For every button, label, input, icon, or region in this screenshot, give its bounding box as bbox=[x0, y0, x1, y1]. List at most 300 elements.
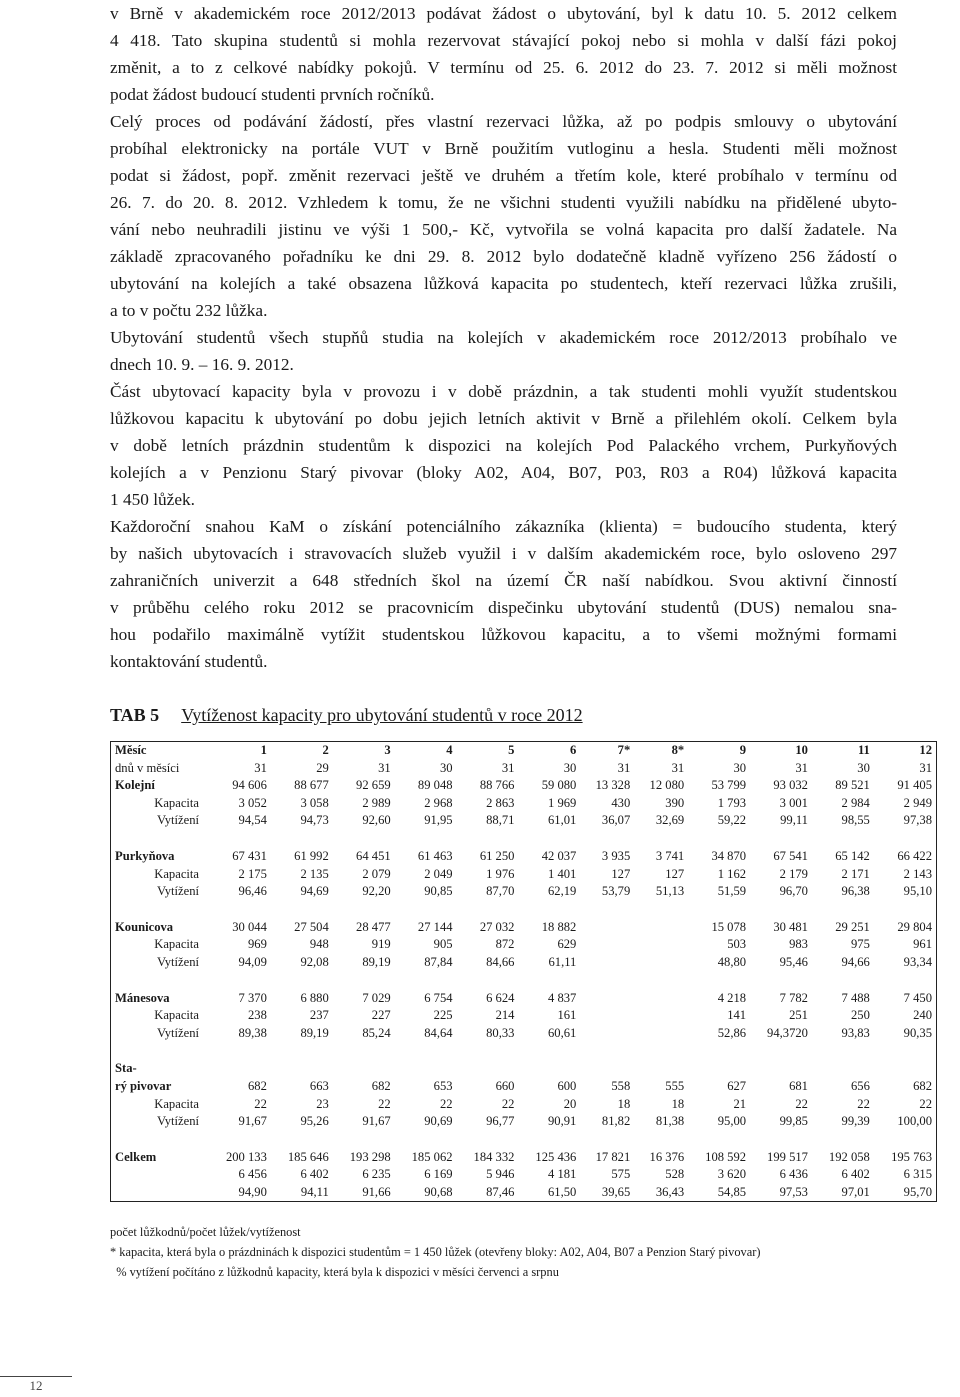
table-cell: 240 bbox=[913, 1008, 932, 1023]
table-heading bbox=[110, 703, 583, 727]
table-cell: 30 044 bbox=[232, 919, 267, 934]
table-cell: 29 804 bbox=[897, 919, 932, 934]
table-cell: 36,07 bbox=[601, 813, 631, 828]
spacer-cell bbox=[111, 1131, 937, 1149]
table-cell: 51,13 bbox=[655, 884, 685, 899]
table-cell: 682 bbox=[913, 1078, 932, 1093]
table-cell: 52,86 bbox=[717, 1025, 747, 1040]
table-cell: 1 162 bbox=[717, 866, 747, 881]
table-cell: 184 332 bbox=[473, 1149, 515, 1164]
table-row bbox=[111, 1078, 937, 1096]
row-label: Kapacita bbox=[154, 1008, 199, 1023]
text-line: Ubytování studentů všech stupňů studia na kolejích v akademickém roce 2012/2013 probíhalo ve bbox=[110, 328, 897, 347]
table-cell: 6 880 bbox=[300, 990, 329, 1005]
table-cell: 227 bbox=[371, 1008, 391, 1023]
table-cell: 6 235 bbox=[362, 1167, 391, 1182]
text-line: v Brně v akademickém roce 2012/2013 podávat žádost o ubytování, byl k datu 10. 5. 2012 celkem bbox=[110, 4, 897, 23]
table-cell: 32,69 bbox=[655, 813, 685, 828]
table-cell: 2 984 bbox=[841, 795, 870, 810]
table-cell: 53,79 bbox=[601, 884, 631, 899]
row-label: Kapacita bbox=[154, 937, 199, 952]
text-line: hou podařilo maximálně vytížit studentskou lůžkovou kapacitu, a to všemi možnými formami bbox=[110, 625, 897, 644]
table-cell: 250 bbox=[850, 1008, 870, 1023]
table-cell: 93,34 bbox=[903, 954, 932, 969]
table-cell: 2 863 bbox=[486, 795, 515, 810]
table-cell: 99,85 bbox=[779, 1114, 808, 1129]
text-line: ubytování na kolejích a také obsazena lůžková kapacita po studentech, kteří rezervaci lůžka zrušili, bbox=[110, 274, 897, 293]
table-cell: 80,33 bbox=[486, 1025, 515, 1040]
table-number: TAB 5 bbox=[110, 705, 160, 725]
header-cell: 11 bbox=[857, 743, 870, 757]
text-line: zahraničních univerzit a 648 středních škol na území ČR naší nabídkou. Svou aktivní činností bbox=[110, 571, 897, 590]
group-name: rý pivovar bbox=[115, 1078, 172, 1093]
table-cell bbox=[580, 1060, 634, 1078]
table-cell: 30 481 bbox=[773, 919, 808, 934]
table-cell: 199 517 bbox=[767, 1149, 808, 1164]
table-cell: 2 175 bbox=[238, 866, 267, 881]
table-cell: 6 436 bbox=[779, 1167, 808, 1182]
table-cell: 94,90 bbox=[238, 1184, 267, 1199]
table-cell: 31 bbox=[795, 760, 808, 775]
table-cell: 3 741 bbox=[655, 848, 685, 863]
note-line: % vytížení počítáno z lůžkodnů kapacity, která byla k dispozici v měsíci červenci a srpnu bbox=[110, 1265, 559, 1279]
table-cell bbox=[518, 1060, 580, 1078]
text-line: podat žádost budoucí studenti prvních ročníků. bbox=[110, 85, 435, 104]
table-cell: 29 251 bbox=[835, 919, 870, 934]
table-cell: 3 001 bbox=[779, 795, 808, 810]
table-cell: 13 328 bbox=[595, 778, 631, 793]
table-cell: 141 bbox=[727, 1008, 747, 1023]
table-cell: 17 821 bbox=[595, 1149, 631, 1164]
table-cell: 95,46 bbox=[779, 954, 808, 969]
table-cell: 4 181 bbox=[548, 1167, 577, 1182]
capacity-table bbox=[110, 741, 937, 1202]
table-cell: 5 946 bbox=[486, 1167, 515, 1182]
table-cell: 93,83 bbox=[841, 1025, 870, 1040]
table-cell: 42 037 bbox=[541, 848, 577, 863]
table-cell: 92,08 bbox=[300, 954, 329, 969]
table-cell: 2 079 bbox=[362, 866, 391, 881]
table-cell: 91,67 bbox=[362, 1114, 391, 1129]
table-cell: 127 bbox=[665, 866, 685, 881]
table-row bbox=[111, 830, 937, 848]
table-cell: 92,60 bbox=[362, 813, 391, 828]
table-cell: 94,3720 bbox=[767, 1025, 808, 1040]
table-cell: 61 992 bbox=[294, 848, 329, 863]
spacer-cell bbox=[111, 1042, 937, 1060]
table-cell: 81,38 bbox=[655, 1114, 685, 1129]
table-cell: 18 882 bbox=[541, 919, 577, 934]
row-label: Vytížení bbox=[157, 813, 199, 828]
table-cell: 2 968 bbox=[424, 795, 453, 810]
table-cell: 30 bbox=[733, 760, 747, 775]
table-cell bbox=[580, 1007, 634, 1025]
table-cell: 30 bbox=[563, 760, 577, 775]
table-cell: 225 bbox=[433, 1008, 453, 1023]
text-line: změnit, a to z celkové nabídky pokojů. V termínu od 25. 6. 2012 do 23. 7. 2012 si měli možnost bbox=[110, 58, 897, 77]
table-cell: 91,95 bbox=[424, 813, 453, 828]
table-cell: 192 058 bbox=[828, 1149, 870, 1164]
table-cell: 185 646 bbox=[287, 1149, 329, 1164]
table-cell: 22 bbox=[439, 1096, 453, 1111]
text-line: v době letních prázdnin studentům k dispozici na kolejích Pod Palackého vrchem, Purkyňových bbox=[110, 436, 897, 455]
table-cell: 94,69 bbox=[300, 884, 329, 899]
text-line: 1 450 lůžek. bbox=[110, 490, 195, 509]
row-label: Vytížení bbox=[157, 1114, 199, 1129]
table-cell: 503 bbox=[727, 937, 747, 952]
header-cell: 4 bbox=[446, 743, 453, 757]
text-line: Celý proces od podávání žádostí, přes vlastní rezervaci lůžka, až po podpis smlouvy o ubytování bbox=[110, 112, 897, 131]
table-cell bbox=[634, 1060, 688, 1078]
header-cell: 10 bbox=[795, 743, 808, 757]
table-cell: 89 521 bbox=[835, 778, 870, 793]
table-row bbox=[111, 972, 937, 990]
table-row bbox=[111, 1166, 937, 1184]
table-cell: 59,22 bbox=[717, 813, 747, 828]
text-line: základě zpracovaného pořadníku ke dni 29. 8. 2012 bylo dodatečně kladně vyřízeno 256 žádostí o bbox=[110, 247, 897, 266]
table-cell: 64 451 bbox=[356, 848, 391, 863]
table-cell: 93 032 bbox=[773, 778, 808, 793]
row-label: Kapacita bbox=[154, 795, 199, 810]
table-cell: 94,09 bbox=[238, 954, 267, 969]
table-cell: 629 bbox=[557, 937, 577, 952]
table-cell: 653 bbox=[433, 1078, 453, 1093]
table-cell: 31 bbox=[671, 760, 685, 775]
table-cell: 430 bbox=[611, 795, 631, 810]
table-cell: 3 058 bbox=[300, 795, 329, 810]
group-name: Kolejní bbox=[115, 778, 155, 793]
header-cell: 5 bbox=[508, 743, 515, 757]
table-cell: 6 315 bbox=[903, 1167, 932, 1182]
table-cell: 100,00 bbox=[897, 1114, 932, 1129]
header-cell: 2 bbox=[322, 743, 329, 757]
table-cell: 87,70 bbox=[486, 884, 515, 899]
group-name: Purkyňova bbox=[115, 848, 175, 863]
table-row bbox=[111, 777, 937, 795]
table-cell: 600 bbox=[557, 1078, 577, 1093]
text-line: dnech 10. 9. – 16. 9. 2012. bbox=[110, 355, 294, 374]
row-label: Kapacita bbox=[154, 1096, 199, 1111]
table-cell: 96,77 bbox=[486, 1114, 515, 1129]
text-line: probíhal elektronicky na portále VUT v Brně použitím vutloginu a hesla. Studenti měli možnost bbox=[110, 139, 897, 158]
table-cell: 663 bbox=[309, 1078, 329, 1093]
table-row bbox=[111, 760, 937, 778]
table-cell: 656 bbox=[850, 1078, 870, 1093]
table-cell: 2 179 bbox=[779, 866, 808, 881]
table-cell: 61,01 bbox=[548, 813, 577, 828]
table-cell: 97,53 bbox=[779, 1184, 808, 1199]
text-line: Každoroční snahou KaM o získání potenciálního zákazníka (klienta) = budoucího studenta, který bbox=[110, 517, 897, 536]
table-cell: 200 133 bbox=[225, 1149, 267, 1164]
table-cell: 251 bbox=[789, 1008, 808, 1023]
table-cell bbox=[333, 1060, 395, 1078]
table-cell: 4 837 bbox=[548, 990, 577, 1005]
table-cell bbox=[271, 1060, 333, 1078]
table-cell: 98,55 bbox=[841, 813, 870, 828]
table-cell: 1 976 bbox=[486, 866, 515, 881]
table-cell: 12 080 bbox=[649, 778, 685, 793]
table-cell: 96,70 bbox=[779, 884, 808, 899]
header-cell: 3 bbox=[384, 743, 391, 757]
table-cell: 90,69 bbox=[424, 1114, 453, 1129]
table-cell: 18 bbox=[617, 1096, 631, 1111]
table-cell: 94,11 bbox=[300, 1184, 329, 1199]
table-cell: 22 bbox=[378, 1096, 391, 1111]
table-cell: 90,85 bbox=[424, 884, 453, 899]
table-cell bbox=[634, 919, 688, 937]
table-cell: 92,20 bbox=[362, 884, 391, 899]
table-row bbox=[111, 1060, 937, 1078]
table-cell bbox=[580, 919, 634, 937]
table-cell: 6 402 bbox=[841, 1167, 870, 1182]
table-cell bbox=[580, 1025, 634, 1043]
table-cell: 22 bbox=[857, 1096, 870, 1111]
table-cell: 97,38 bbox=[903, 813, 932, 828]
table-cell: 97,01 bbox=[841, 1184, 870, 1199]
table-cell: 21 bbox=[733, 1096, 747, 1111]
text-line: 4 418. Tato skupina studentů si mohla rezervovat stávající pokoj nebo si mohla v další fázi pokoj bbox=[110, 31, 897, 50]
header-cell: 1 bbox=[260, 743, 267, 757]
table-cell: 29 bbox=[316, 760, 329, 775]
table-row bbox=[111, 742, 937, 760]
table-cell: 975 bbox=[850, 937, 870, 952]
table-cell: 67 541 bbox=[773, 848, 808, 863]
table-cell: 91,66 bbox=[362, 1184, 391, 1199]
table-cell: 61 463 bbox=[417, 848, 453, 863]
table-cell: 85,24 bbox=[362, 1025, 391, 1040]
table-cell: 28 477 bbox=[356, 919, 391, 934]
table-row bbox=[111, 883, 937, 901]
table-cell: 61,11 bbox=[548, 954, 577, 969]
table-cell: 94,73 bbox=[300, 813, 329, 828]
table-cell: 22 bbox=[501, 1096, 515, 1111]
table-cell: 61 250 bbox=[479, 848, 515, 863]
table-cell: 20 bbox=[563, 1096, 577, 1111]
table-cell: 238 bbox=[248, 1008, 267, 1023]
table-cell: 87,84 bbox=[424, 954, 453, 969]
table-cell: 7 488 bbox=[841, 990, 870, 1005]
table-row bbox=[111, 848, 937, 866]
table-row bbox=[111, 990, 937, 1008]
table-title: Vytíženost kapacity pro ubytování studentů v roce 2012 bbox=[181, 705, 583, 725]
table-cell: 7 450 bbox=[903, 990, 932, 1005]
table-cell: 91 405 bbox=[897, 778, 932, 793]
table-cell: 96,38 bbox=[841, 884, 870, 899]
text-line: Část ubytovací kapacity byla v provozu i v době prázdnin, a tak studenti mohli využít studentskou bbox=[110, 382, 897, 401]
table-cell: 185 062 bbox=[411, 1149, 453, 1164]
table-cell: 94 606 bbox=[232, 778, 267, 793]
table-cell: 91,67 bbox=[238, 1114, 267, 1129]
table-row bbox=[111, 1042, 937, 1060]
table-cell bbox=[874, 1060, 937, 1078]
row-label: Vytížení bbox=[157, 884, 199, 899]
header-cell: 9 bbox=[739, 743, 747, 757]
table-cell: 88,71 bbox=[486, 813, 515, 828]
table-cell: 39,65 bbox=[601, 1184, 631, 1199]
table-cell: 61,50 bbox=[548, 1184, 577, 1199]
table-cell: 31 bbox=[617, 760, 631, 775]
table-cell: 81,82 bbox=[601, 1114, 631, 1129]
table-cell: 31 bbox=[378, 760, 391, 775]
table-cell bbox=[634, 936, 688, 954]
table-cell: 6 456 bbox=[238, 1167, 267, 1182]
table-cell: 6 624 bbox=[486, 990, 515, 1005]
table-cell: 95,10 bbox=[903, 884, 932, 899]
table-cell: 555 bbox=[665, 1078, 685, 1093]
table-cell: 2 143 bbox=[903, 866, 932, 881]
table-cell: 89,38 bbox=[238, 1025, 267, 1040]
table-cell bbox=[750, 1060, 812, 1078]
table-row bbox=[111, 919, 937, 937]
table-cell: 528 bbox=[665, 1167, 685, 1182]
group-name: Mánesova bbox=[115, 990, 170, 1005]
table-cell bbox=[812, 1060, 874, 1078]
table-cell: 99,11 bbox=[780, 813, 808, 828]
table-cell: 1 401 bbox=[548, 866, 577, 881]
header-cell: 7* bbox=[617, 743, 631, 757]
page-number-rule bbox=[0, 1376, 72, 1377]
table-cell: 22 bbox=[254, 1096, 267, 1111]
table-row bbox=[111, 1007, 937, 1025]
table-cell: 65 142 bbox=[835, 848, 870, 863]
table-cell bbox=[634, 990, 688, 1008]
table-cell: 60,61 bbox=[548, 1025, 577, 1040]
table-cell bbox=[580, 954, 634, 972]
table-cell: 54,85 bbox=[717, 1184, 747, 1199]
table-cell bbox=[580, 936, 634, 954]
text-line: v průběhu celého roku 2012 se pracovnicím dispečinku ubytování studentů (DUS) nemalou sna- bbox=[110, 598, 897, 617]
table-cell: 22 bbox=[919, 1096, 932, 1111]
table-row bbox=[111, 1096, 937, 1114]
table-cell: 2 049 bbox=[424, 866, 453, 881]
table-cell: 62,19 bbox=[548, 884, 577, 899]
table-cell: 195 763 bbox=[891, 1149, 932, 1164]
table-cell: 90,35 bbox=[903, 1025, 932, 1040]
table-cell: 51,59 bbox=[717, 884, 747, 899]
table-cell bbox=[634, 954, 688, 972]
table-cell: 16 376 bbox=[649, 1149, 685, 1164]
table-cell: 6 754 bbox=[424, 990, 453, 1005]
table-cell: 94,54 bbox=[238, 813, 267, 828]
table-cell: 90,91 bbox=[548, 1114, 577, 1129]
table-cell: 95,70 bbox=[903, 1184, 932, 1199]
note-line: počet lůžkodnů/počet lůžek/vytíženost bbox=[110, 1225, 301, 1239]
table-cell: 390 bbox=[665, 795, 685, 810]
table-cell bbox=[395, 1060, 457, 1078]
text-line: kolejích a v Penzionu Starý pivovar (bloky A02, A04, B07, P03, R03 a R04) lůžková kapacita bbox=[110, 463, 897, 482]
table-cell: 27 144 bbox=[417, 919, 453, 934]
table-cell: 961 bbox=[913, 937, 932, 952]
table-row bbox=[111, 812, 937, 830]
table-cell: 575 bbox=[611, 1167, 631, 1182]
table-cell: 84,66 bbox=[486, 954, 515, 969]
table-cell: 89 048 bbox=[417, 778, 453, 793]
table-cell: 1 793 bbox=[717, 795, 747, 810]
table-cell: 627 bbox=[727, 1078, 747, 1093]
table-cell: 22 bbox=[795, 1096, 808, 1111]
text-line: by našich ubytovacích i stravovacích služeb využil i v dalším akademickém roce, bylo osloveno 297 bbox=[110, 544, 897, 563]
table-cell: 30 bbox=[857, 760, 870, 775]
text-line: kontaktování studentů. bbox=[110, 652, 268, 671]
table-cell: 66 422 bbox=[897, 848, 932, 863]
table-cell: 948 bbox=[309, 937, 329, 952]
table-cell: 983 bbox=[789, 937, 808, 952]
table-cell: 31 bbox=[501, 760, 515, 775]
table-cell: 15 078 bbox=[711, 919, 747, 934]
table-cell: 214 bbox=[495, 1008, 515, 1023]
table-row bbox=[111, 901, 937, 919]
spacer-cell bbox=[111, 830, 937, 848]
table-cell: 125 436 bbox=[535, 1149, 577, 1164]
table-cell: 2 949 bbox=[903, 795, 932, 810]
table-cell: 905 bbox=[433, 937, 453, 952]
table-cell: 88 677 bbox=[294, 778, 329, 793]
table-cell: 3 620 bbox=[717, 1167, 747, 1182]
table-cell: 1 969 bbox=[548, 795, 577, 810]
header-cell-month: Měsíc bbox=[115, 743, 147, 757]
table-cell: 48,80 bbox=[717, 954, 747, 969]
table-cell: 872 bbox=[495, 937, 515, 952]
table-cell: 6 402 bbox=[300, 1167, 329, 1182]
text-line: podat si žádost, popř. změnit rezervaci ještě ve druhém a třetím kole, které probíhalo v termínu od bbox=[110, 166, 897, 185]
table-cell: 558 bbox=[611, 1078, 631, 1093]
days-label: dnů v měsíci bbox=[115, 760, 180, 775]
table-cell: 99,39 bbox=[841, 1114, 870, 1129]
table-row bbox=[111, 1113, 937, 1131]
group-name: Celkem bbox=[115, 1149, 157, 1164]
table-cell: 23 bbox=[316, 1096, 329, 1111]
row-label: Vytížení bbox=[157, 954, 199, 969]
table-cell: 969 bbox=[248, 937, 267, 952]
table-cell: 237 bbox=[309, 1008, 329, 1023]
table-cell: 89,19 bbox=[300, 1025, 329, 1040]
table-cell: 59 080 bbox=[541, 778, 577, 793]
table-cell: 3 052 bbox=[238, 795, 267, 810]
table-cell bbox=[634, 1007, 688, 1025]
text-line: vání nebo neuhradili jistinu ve výši 1 500,- Kč, vytvořila se volná kapacita pro další žadatele. Na bbox=[110, 220, 897, 239]
table-row bbox=[111, 954, 937, 972]
table-row bbox=[111, 1131, 937, 1149]
note-line: * kapacita, která byla o prázdninách k dispozici studentům = 1 450 lůžek (otevřeny bloky: A02, A04, B07 a Penzion Starý pivovar) bbox=[110, 1245, 761, 1259]
table-cell bbox=[634, 1025, 688, 1043]
table-cell: 94,66 bbox=[841, 954, 870, 969]
table-cell: 18 bbox=[671, 1096, 685, 1111]
table-cell: 84,64 bbox=[424, 1025, 453, 1040]
table-cell bbox=[580, 990, 634, 1008]
table-cell: 31 bbox=[254, 760, 267, 775]
header-cell: 12 bbox=[919, 743, 932, 757]
table-notes bbox=[110, 1222, 760, 1282]
table-cell: 7 782 bbox=[779, 990, 808, 1005]
table-cell: 2 989 bbox=[362, 795, 391, 810]
table-cell: 3 935 bbox=[601, 848, 631, 863]
table-cell: 27 032 bbox=[479, 919, 515, 934]
table-row bbox=[111, 795, 937, 813]
body-text bbox=[110, 0, 897, 675]
spacer-cell bbox=[111, 901, 937, 919]
table-cell: 87,46 bbox=[486, 1184, 515, 1199]
header-cell: 6 bbox=[570, 743, 577, 757]
row-label: Vytížení bbox=[157, 1025, 199, 1040]
row-label bbox=[111, 1184, 210, 1202]
table-cell: 89,19 bbox=[362, 954, 391, 969]
table-cell: 161 bbox=[557, 1008, 577, 1023]
table-cell: 682 bbox=[371, 1078, 391, 1093]
table-cell: 193 298 bbox=[349, 1149, 391, 1164]
table-cell: 919 bbox=[371, 937, 391, 952]
text-line: 26. 7. do 20. 8. 2012. Vzhledem k tomu, že ne všichni studenti využili nabídku na přidělené ubyto- bbox=[110, 193, 897, 212]
table-cell: 36,43 bbox=[655, 1184, 685, 1199]
